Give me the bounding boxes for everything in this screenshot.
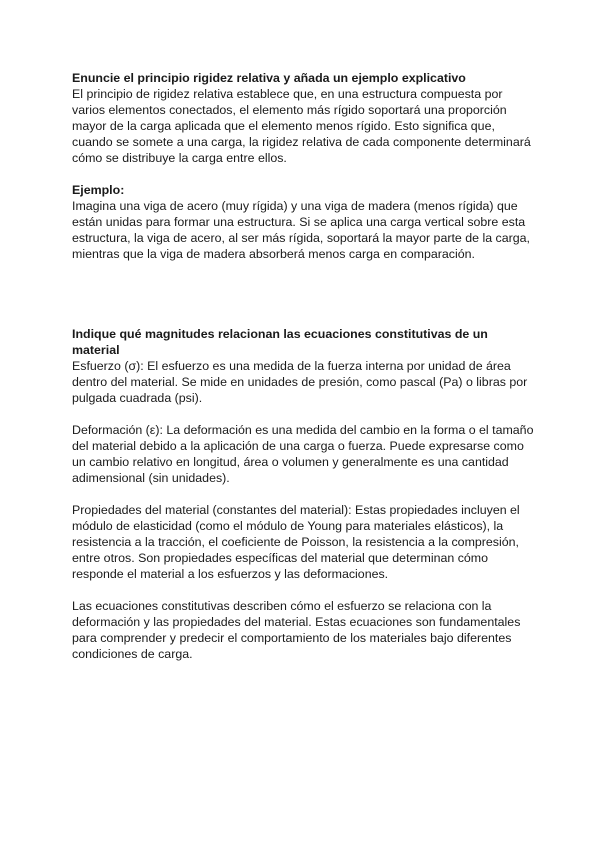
spacer [72, 406, 534, 422]
strain-paragraph: Deformación (ε): La deformación es una medida del cambio en la forma o el tamaño del material debido a la aplicación de una carga o fuerza. Puede expresarse como un cambio relativo en longitud, área o volumen y generalmente es una cantidad adimensional (sin unidades). [72, 423, 534, 485]
spacer [72, 166, 534, 182]
spacer [72, 486, 534, 502]
section1-heading: Enuncie el principio rigidez relativa y añada un ejemplo explicativo [72, 71, 466, 85]
section2-heading: Indique qué magnitudes relacionan las ecuaciones constitutivas de un material [72, 327, 488, 357]
material-properties-paragraph: Propiedades del material (constantes del material): Estas propiedades incluyen el módulo de elasticidad (como el módulo de Young para materiales elásticos), la resistencia a la tracción, el coeficiente de Poisson, la resistencia a la compresión, entre otros. Son propiedades específicas del material que determinan cómo responde el material a los esfuerzos y las deformaciones. [72, 503, 520, 581]
example-body: Imagina una viga de acero (muy rígida) y una viga de madera (menos rígida) que están unidas para formar una estructura. Si se aplica una carga vertical sobre esta estructura, la viga de acero, al ser más rígida, soportará la mayor parte de la carga, mientras que la viga de madera absorberá menos carga en comparación. [72, 199, 530, 261]
example-heading: Ejemplo: [72, 183, 125, 197]
document-page [72, 70, 534, 662]
section-spacer [72, 262, 534, 326]
stress-paragraph: Esfuerzo (σ): El esfuerzo es una medida de la fuerza interna por unidad de área dentro del material. Se mide en unidades de presión, como pascal (Pa) o libras por pulgada cuadrada (psi). [72, 359, 528, 405]
constitutive-equations-paragraph: Las ecuaciones constitutivas describen cómo el esfuerzo se relaciona con la deformación y las propiedades del material. Estas ecuaciones son fundamentales para comprender y predecir el comportamiento de los materiales bajo diferentes condiciones de carga. [72, 599, 521, 661]
section1-body: El principio de rigidez relativa establece que, en una estructura compuesta por varios elementos conectados, el elemento más rígido soportará una proporción mayor de la carga aplicada que el elemento menos rígido. Esto significa que, cuando se somete a una carga, la rigidez relativa de cada componente determinará cómo se distribuye la carga entre ellos. [72, 87, 531, 165]
spacer [72, 582, 534, 598]
